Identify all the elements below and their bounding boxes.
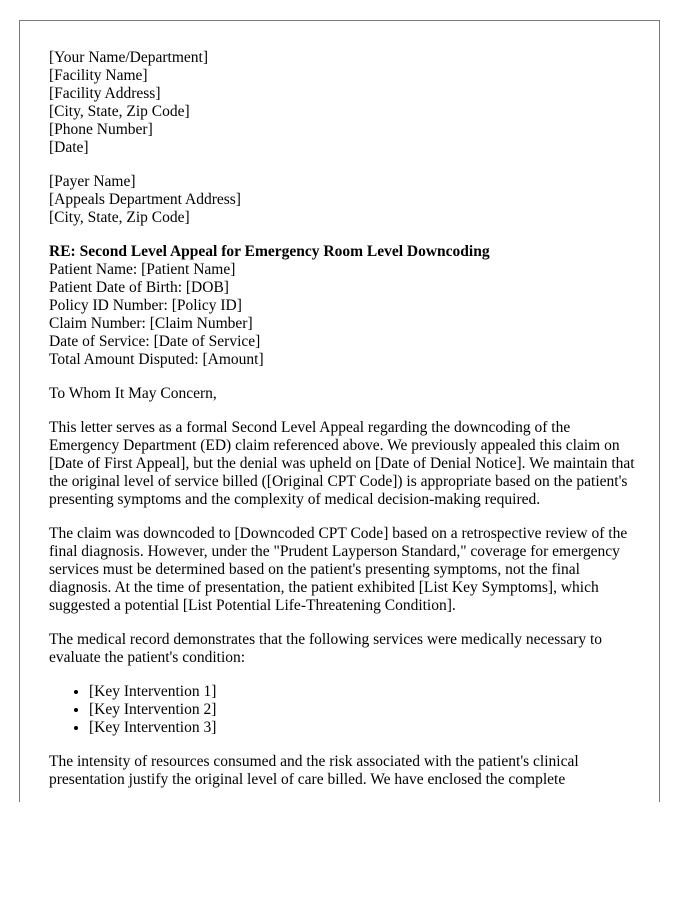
recipient-block xyxy=(49,173,635,227)
list-item: • [Key Intervention 3] xyxy=(89,719,635,737)
re-title: RE: Second Level Appeal for Emergency Room Level Downcoding xyxy=(49,243,490,260)
re-block xyxy=(49,243,635,369)
paragraph-1: This letter serves as a formal Second Level Appeal regarding the downcoding of the Emergency Department (ED) claim referenced above. We previously appealed this claim on [Date of First Appeal], but the denial was upheld on [Date of Denial Notice]. We maintain that the original level of service billed ([Original CPT Code]) is appropriate based on the patient's presenting symptoms and the complexity of medical decision-making required. xyxy=(49,419,635,508)
letter-page xyxy=(19,20,660,802)
list-item: • [Key Intervention 2] xyxy=(89,701,635,719)
paragraph-3: The medical record demonstrates that the following services were medically necessary to evaluate the patient's condition: xyxy=(49,631,603,666)
patient-name: Patient Name: [Patient Name] xyxy=(49,261,236,278)
sender-facility: [Facility Name] xyxy=(49,67,148,84)
policy-id: Policy ID Number: [Policy ID] xyxy=(49,297,242,314)
paragraph-2: The claim was downcoded to [Downcoded CPT Code] based on a retrospective review of the final diagnosis. However, under the "Prudent Layperson Standard," coverage for emergency services must be determined based on the patient's presenting symptoms, not the final diagnosis. At the time of presentation, the patient exhibited [List Key Symptoms], which suggested a potential [List Potential Life-Threatening Condition]. xyxy=(49,525,628,614)
sender-city: [City, State, Zip Code] xyxy=(49,103,190,120)
salutation: To Whom It May Concern, xyxy=(49,385,217,402)
sender-phone: [Phone Number] xyxy=(49,121,153,138)
sender-address: [Facility Address] xyxy=(49,85,161,102)
patient-dob: Patient Date of Birth: [DOB] xyxy=(49,279,229,296)
recipient-payer: [Payer Name] xyxy=(49,173,136,190)
closing-paragraph: The intensity of resources consumed and the risk associated with the patient's clinical presentation justify the original level of care billed. We have enclosed the complete xyxy=(49,753,579,788)
recipient-city: [City, State, Zip Code] xyxy=(49,209,190,226)
sender-block xyxy=(49,49,635,157)
sender-date: [Date] xyxy=(49,139,89,156)
recipient-address: [Appeals Department Address] xyxy=(49,191,241,208)
amount-disputed: Total Amount Disputed: [Amount] xyxy=(49,351,264,368)
date-of-service: Date of Service: [Date of Service] xyxy=(49,333,261,350)
list-item: • [Key Intervention 1] xyxy=(89,683,635,701)
interventions-list xyxy=(49,683,635,737)
sender-name: [Your Name/Department] xyxy=(49,49,208,66)
letter-body xyxy=(49,49,635,789)
claim-number: Claim Number: [Claim Number] xyxy=(49,315,253,332)
